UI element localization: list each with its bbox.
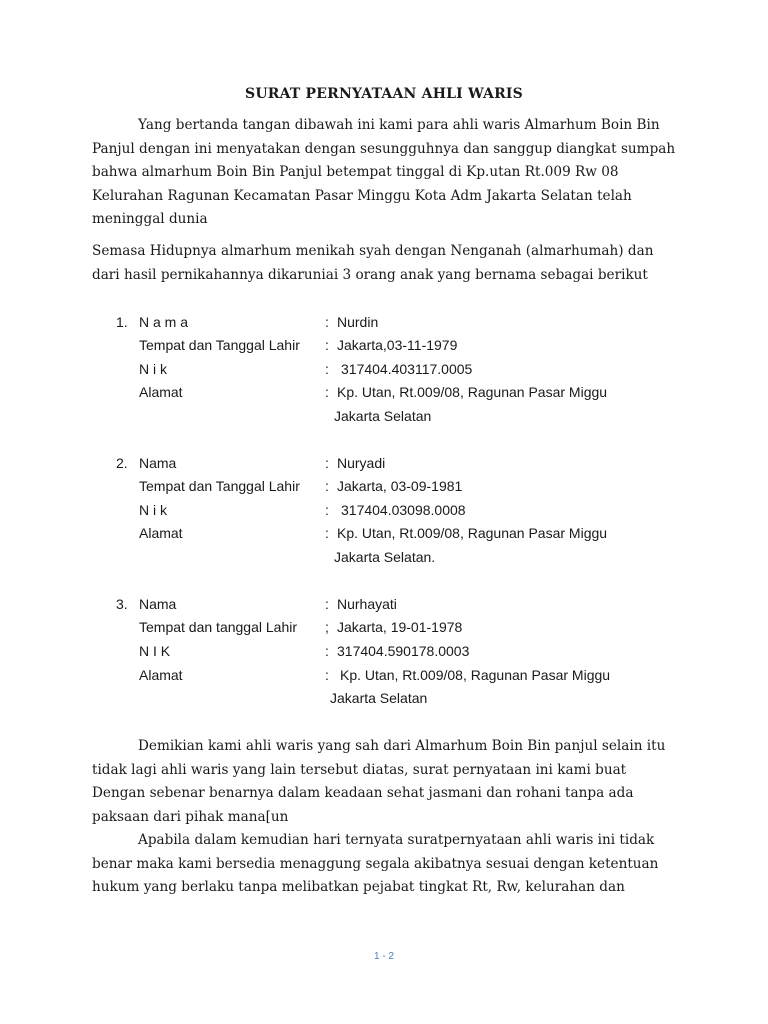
birth-label: Tempat dan Tanggal Lahir — [139, 337, 300, 353]
colon: : — [325, 337, 329, 353]
colon: : — [325, 478, 329, 494]
heir-number: 1. — [116, 314, 128, 330]
colon: : — [325, 502, 329, 518]
birth-value: Jakarta, 19-01-1978 — [337, 619, 463, 635]
name-label: Nama — [139, 455, 177, 471]
colon: : — [325, 384, 329, 400]
heir-number: 2. — [116, 455, 128, 471]
address-line-1: Kp. Utan, Rt.009/08, Ragunan Pasar Miggu — [337, 384, 608, 400]
address-label: Alamat — [139, 667, 183, 683]
name-label: N a m a — [139, 314, 189, 330]
address-label: Alamat — [139, 525, 183, 541]
name-value: Nurhayati — [337, 596, 397, 612]
birth-label: Tempat dan Tanggal Lahir — [139, 478, 300, 494]
colon: : — [325, 361, 329, 377]
address-line-2: Jakarta Selatan — [334, 408, 432, 424]
page-number: 1 - 2 — [373, 951, 394, 962]
nik-value: 317404.03098.0008 — [341, 502, 466, 518]
document-title: SURAT PERNYATAAN AHLI WARIS — [245, 86, 523, 102]
address-label: Alamat — [139, 384, 183, 400]
colon: : — [325, 525, 329, 541]
address-line-1: Kp. Utan, Rt.009/08, Ragunan Pasar Miggu — [340, 667, 611, 683]
birth-value: Jakarta,03-11-1979 — [337, 337, 458, 353]
colon: : — [325, 643, 329, 659]
colon: : — [325, 455, 329, 471]
intro-paragraph: Yang bertanda tangan dibawah ini kami para ahli waris Almarhum Boin Bin Panjul dengan ini menyatakan dengan sesungguhnya dan sanggup diangkat sumpah bahwa almarhum Boin Bin Panjul betempat tinggal di Kp.utan Rt.009 Rw 08 Kelurahan Ragunan Kecamatan Pasar Minggu Kota Adm Jakarta Selatan telah meninggal dunia — [92, 117, 676, 227]
nik-label: N i k — [139, 502, 167, 518]
nik-value: 317404.403117.0005 — [341, 361, 473, 377]
colon: : — [325, 596, 329, 612]
heir-number: 3. — [116, 596, 128, 612]
address-line-2: Jakarta Selatan. — [334, 549, 436, 565]
name-value: Nurdin — [337, 314, 379, 330]
address-line-2: Jakarta Selatan — [330, 690, 428, 706]
colon: ; — [325, 619, 329, 635]
nik-value: 317404.590178.0003 — [337, 643, 470, 659]
closing-paragraph-2: Apabila dalam kemudian hari ternyata suratpernyataan ahli waris ini tidak benar maka kami bersedia menaggung segala akibatnya sesuai dengan ketentuan hukum yang berlaku tanpa melibatkan pejabat tingkat Rt, Rw, kelurahan dan — [92, 832, 659, 895]
birth-label: Tempat dan tanggal Lahir — [139, 619, 297, 635]
name-value: Nuryadi — [337, 455, 386, 471]
colon: : — [325, 314, 329, 330]
closing-paragraph-1: Demikian kami ahli waris yang sah dari Almarhum Boin Bin panjul selain itu tidak lagi ahli waris yang lain tersebut diatas, surat pernyataan ini kami buat Dengan sebenar benarnya dalam keadaan sehat jasmani dan rohani tanpa ada paksaan dari pihak mana[un — [92, 738, 666, 825]
name-label: Nama — [139, 596, 177, 612]
marriage-paragraph: Semasa Hidupnya almarhum menikah syah dengan Nenganah (almarhumah) dan dari hasil pernikahannya dikaruniai 3 orang anak yang bernama sebagai berikut — [92, 243, 654, 283]
birth-value: Jakarta, 03-09-1981 — [337, 478, 463, 494]
colon: : — [325, 667, 329, 683]
nik-label: N I K — [139, 643, 171, 659]
address-line-1: Kp. Utan, Rt.009/08, Ragunan Pasar Miggu — [337, 525, 608, 541]
nik-label: N i k — [139, 361, 167, 377]
